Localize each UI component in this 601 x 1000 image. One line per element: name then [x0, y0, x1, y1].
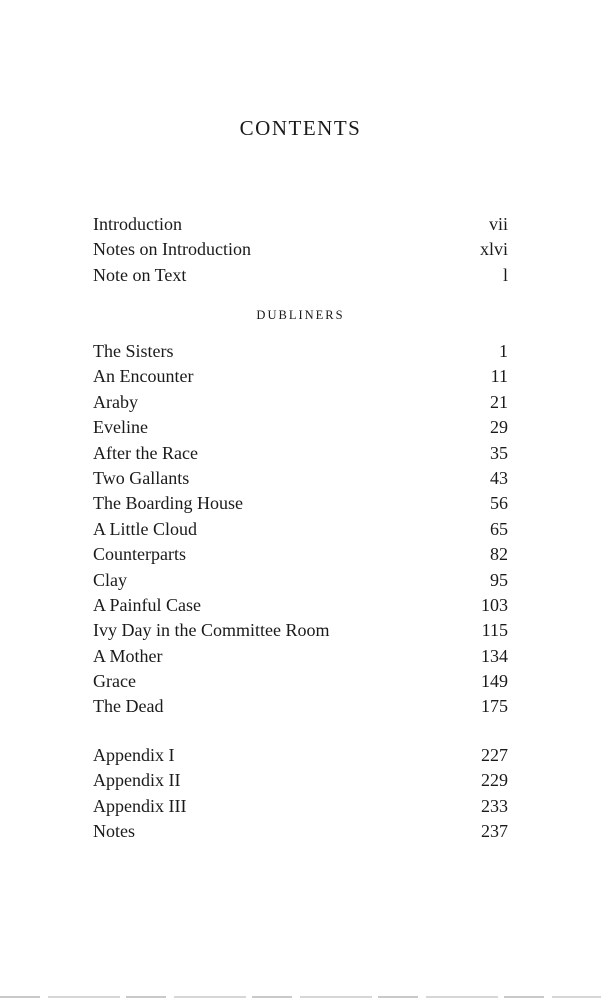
- toc-entry: [93, 517, 508, 542]
- toc-entry-page: 95: [490, 569, 508, 590]
- toc-entry-title: Grace: [93, 671, 136, 692]
- toc-entry-page: 82: [490, 544, 508, 565]
- toc-entry-title: Appendix III: [93, 795, 187, 816]
- toc-entry-page: 115: [481, 620, 508, 641]
- toc-entry-page: 1: [499, 341, 508, 361]
- toc-entry: [93, 491, 508, 516]
- toc-entry-title: Appendix I: [93, 745, 175, 765]
- toc-entry: [93, 364, 508, 389]
- toc-entry-title: Introduction: [93, 214, 182, 234]
- toc-entry-title: Eveline: [93, 417, 148, 438]
- toc-entry-title: Notes: [93, 821, 135, 842]
- toc-entry: [93, 743, 508, 768]
- toc-entry-page: vii: [488, 214, 508, 234]
- toc-entry-title: The Dead: [93, 696, 164, 717]
- toc-entry-title: A Little Cloud: [93, 518, 198, 539]
- toc-entry: [93, 768, 508, 793]
- scan-edge-divider: [0, 996, 601, 998]
- toc-entry-title: Araby: [93, 391, 138, 412]
- toc-entry: [93, 819, 508, 844]
- toc-entry: [93, 618, 508, 643]
- toc-entry: [93, 441, 508, 466]
- toc-entry: [93, 466, 508, 491]
- toc-entry-title: After the Race: [93, 442, 198, 463]
- toc-entry: [93, 669, 508, 694]
- toc-entry-title: Clay: [93, 569, 127, 590]
- toc-entry: [93, 568, 508, 593]
- toc-entry-page: xlvi: [479, 239, 508, 260]
- toc-entry-page: 21: [490, 391, 508, 412]
- toc-entry-page: 134: [481, 645, 508, 666]
- toc-entry-title: A Mother: [93, 645, 163, 666]
- toc-entry-title: Two Gallants: [93, 467, 190, 488]
- toc-entry-page: 175: [481, 696, 508, 717]
- toc-entry-page: l: [502, 264, 508, 285]
- toc-entry-title: An Encounter: [93, 366, 194, 387]
- toc-entry: [93, 263, 508, 288]
- toc-entry-page: 237: [481, 821, 508, 842]
- toc-entry-title: The Sisters: [93, 341, 174, 361]
- toc-entry: [93, 339, 508, 364]
- toc-entry-title: Appendix II: [93, 770, 181, 791]
- toc-entry: [93, 542, 508, 567]
- toc-entry-title: Notes on Introduction: [93, 239, 251, 260]
- toc-entry: [93, 644, 508, 669]
- toc-entry: [93, 415, 508, 440]
- toc-entry: [93, 212, 508, 237]
- toc-entry-page: 229: [481, 770, 508, 791]
- toc-entry-page: 103: [481, 594, 508, 615]
- toc-entry-page: 149: [481, 671, 508, 692]
- toc-entry: [93, 794, 508, 819]
- back-matter-list: [93, 743, 508, 845]
- front-matter-list: [93, 212, 508, 288]
- toc-entry-page: 65: [490, 518, 508, 539]
- toc-entry-page: 56: [490, 493, 508, 514]
- stories-list: [93, 339, 508, 720]
- toc-entry: [93, 593, 508, 618]
- toc-entry-title: Counterparts: [93, 544, 186, 565]
- toc-entry-page: 29: [490, 417, 508, 438]
- toc-entry-page: 11: [490, 366, 508, 387]
- toc-entry-title: The Boarding House: [93, 493, 243, 514]
- page-title: CONTENTS: [239, 116, 362, 140]
- toc-entry-title: Ivy Day in the Committee Room: [93, 620, 330, 641]
- toc-entry-title: A Painful Case: [93, 594, 201, 615]
- toc-entry: [93, 237, 508, 262]
- toc-entry-page: 43: [490, 467, 508, 488]
- toc-entry-page: 233: [481, 795, 508, 816]
- toc-entry: [93, 694, 508, 719]
- toc-entry-page: 227: [481, 745, 508, 765]
- toc-entry-page: 35: [490, 442, 508, 463]
- toc-entry-title: Note on Text: [93, 264, 187, 285]
- toc-entry: [93, 390, 508, 415]
- section-heading: DUBLINERS: [256, 308, 345, 322]
